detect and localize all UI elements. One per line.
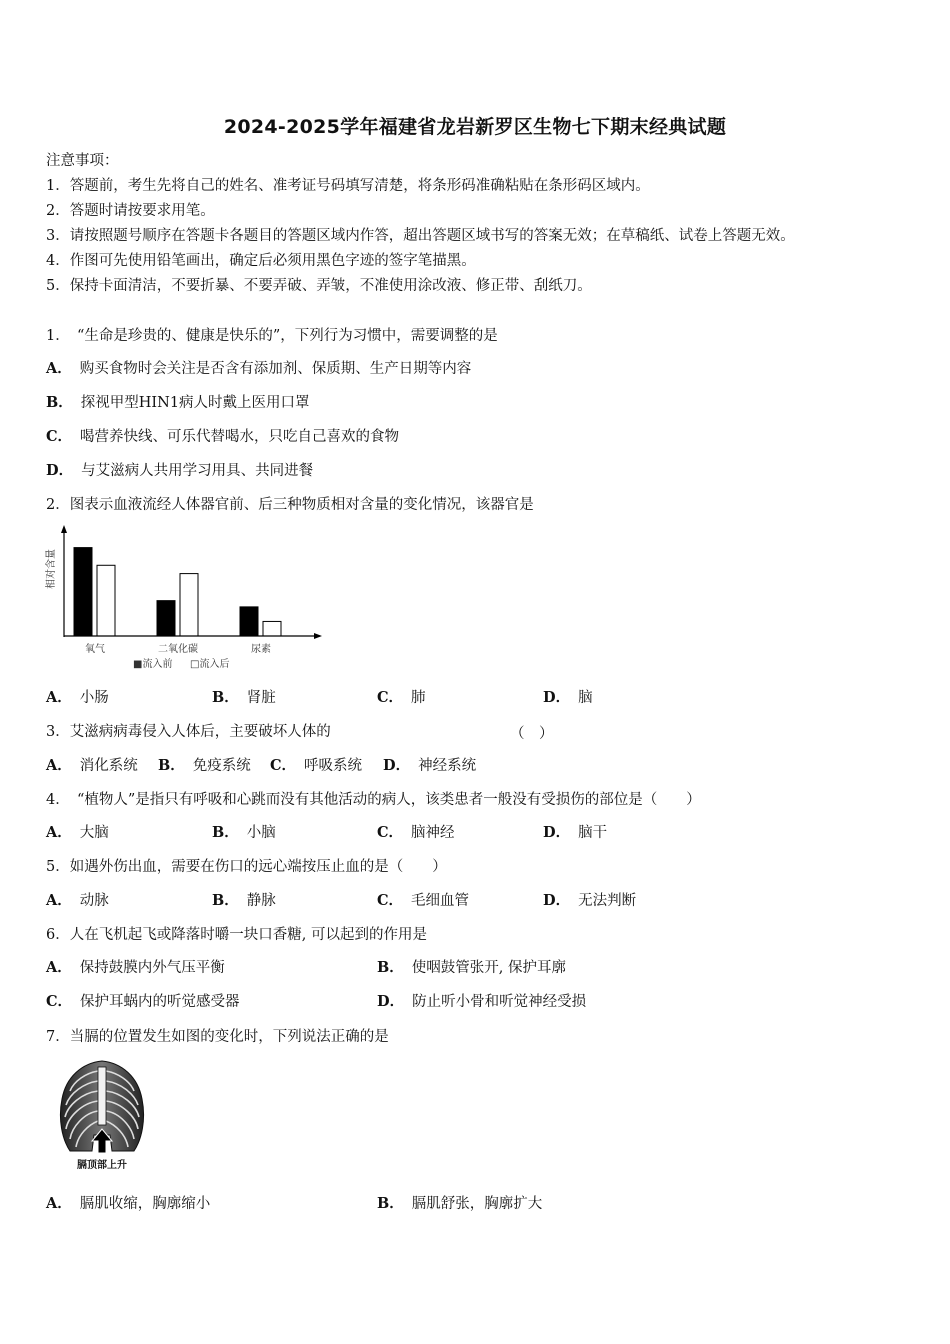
- question-7-option-a[interactable]: A． 膈肌收缩，胸廓缩小: [46, 1195, 211, 1212]
- question-4-option-c[interactable]: C． 脑神经: [377, 824, 455, 841]
- notice-item: 4．作图可先使用铅笔画出，确定后必须用黑色字迹的签字笔描黑。: [46, 253, 476, 269]
- question-5-option-a[interactable]: A． 动脉: [46, 892, 109, 909]
- x-tick-label: 二氧化碳: [158, 644, 198, 655]
- question-6-option-c[interactable]: C． 保护耳蜗内的听觉感受器: [46, 993, 240, 1010]
- question-7-stem: 7．当膈的位置发生如图的变化时，下列说法正确的是: [46, 1029, 389, 1045]
- notice-item: 3．请按照题号顺序在答题卡各题目的答题区域内作答，超出答题区域书写的答案无效；在草稿纸、试卷上答题无效。: [46, 228, 795, 244]
- question-1-option-d[interactable]: D． 与艾滋病人共用学习用具、共同进餐: [46, 462, 314, 479]
- chart-ylabel: 相对含量: [46, 549, 57, 589]
- question-4-option-b[interactable]: B． 小脑: [212, 824, 276, 841]
- chart-legend-before: ■流入前: [133, 659, 173, 670]
- question-1-option-b[interactable]: B． 探视甲型HIN1病人时戴上医用口罩: [46, 394, 310, 411]
- question-3-option-c[interactable]: C． 呼吸系统: [270, 757, 363, 774]
- bar-2-流入前: [240, 607, 258, 636]
- y-axis-arrow: [61, 525, 67, 533]
- question-6-option-a[interactable]: A． 保持鼓膜内外气压平衡: [46, 959, 225, 976]
- question-5-stem: 5．如遇外伤出血，需要在伤口的远心端按压止血的是（ ）: [46, 859, 447, 875]
- question-4-option-d[interactable]: D． 脑干: [543, 824, 608, 841]
- sternum: [98, 1067, 106, 1125]
- question-7-option-b[interactable]: B． 膈肌舒张，胸廓扩大: [377, 1195, 543, 1212]
- bar-chart: [40, 525, 330, 675]
- figure-caption: 膈顶部上升: [77, 1160, 127, 1171]
- page-title: 2024-2025学年福建省龙岩新罗区生物七下期末经典试题: [223, 116, 727, 138]
- question-2-option-a[interactable]: A． 小肠: [46, 689, 109, 706]
- question-5-option-d[interactable]: D． 无法判断: [543, 892, 637, 909]
- ribcage-figure: [52, 1055, 152, 1175]
- question-3-option-b[interactable]: B． 免疫系统: [158, 757, 251, 774]
- x-axis-arrow: [314, 633, 322, 639]
- question-3-answer-paren: （ ）: [510, 726, 554, 742]
- question-4-option-a[interactable]: A． 大脑: [46, 824, 109, 841]
- notice-item: 5．保持卡面清洁，不要折暴、不要弄破、弄皱，不准使用涂改液、修正带、刮纸刀。: [46, 278, 592, 294]
- notice-heading: 注意事项：: [46, 153, 119, 169]
- x-tick-label: 氧气: [85, 644, 105, 655]
- question-4-stem: 4． “植物人”是指只有呼吸和心跳而没有其他活动的病人，该类患者一般没有受损伤的部位是（ ）: [46, 792, 701, 808]
- question-2-option-b[interactable]: B． 肾脏: [212, 689, 276, 706]
- bar-1-流入后: [180, 574, 198, 636]
- bar-1-流入前: [157, 601, 175, 636]
- chart-legend-after: □流入后: [190, 659, 230, 670]
- question-1-option-c[interactable]: C． 喝营养快线、可乐代替喝水，只吃自己喜欢的食物: [46, 428, 400, 445]
- bar-2-流入后: [263, 621, 281, 636]
- question-2-stem: 2．图表示血液流经人体器官前、后三种物质相对含量的变化情况，该器官是: [46, 497, 534, 513]
- question-6-option-b[interactable]: B． 使咽鼓管张开, 保护耳廓: [377, 959, 566, 976]
- question-3-option-d[interactable]: D． 神经系统: [383, 757, 477, 774]
- question-1-option-a[interactable]: A． 购买食物时会关注是否含有添加剂、保质期、生产日期等内容: [46, 360, 472, 377]
- question-3-option-a[interactable]: A． 消化系统: [46, 757, 138, 774]
- x-tick-label: 尿素: [251, 644, 271, 655]
- notice-item: 1．答题前，考生先将自己的姓名、准考证号码填写清楚，将条形码准确粘贴在条形码区域内。: [46, 178, 650, 194]
- notice-item: 2．答题时请按要求用笔。: [46, 203, 215, 219]
- question-5-option-c[interactable]: C． 毛细血管: [377, 892, 470, 909]
- question-6-option-d[interactable]: D． 防止听小骨和听觉神经受损: [377, 993, 587, 1010]
- question-2-option-c[interactable]: C． 肺: [377, 689, 426, 706]
- question-3-stem: 3．艾滋病病毒侵入人体后，主要破坏人体的: [46, 724, 331, 740]
- question-5-option-b[interactable]: B． 静脉: [212, 892, 276, 909]
- bar-0-流入后: [97, 565, 115, 636]
- question-2-option-d[interactable]: D． 脑: [543, 689, 593, 706]
- question-1-stem: 1． “生命是珍贵的、健康是快乐的”，下列行为习惯中，需要调整的是: [46, 328, 498, 344]
- question-6-stem: 6．人在飞机起飞或降落时嚼一块口香糖, 可以起到的作用是: [46, 927, 427, 943]
- bar-0-流入前: [74, 548, 92, 636]
